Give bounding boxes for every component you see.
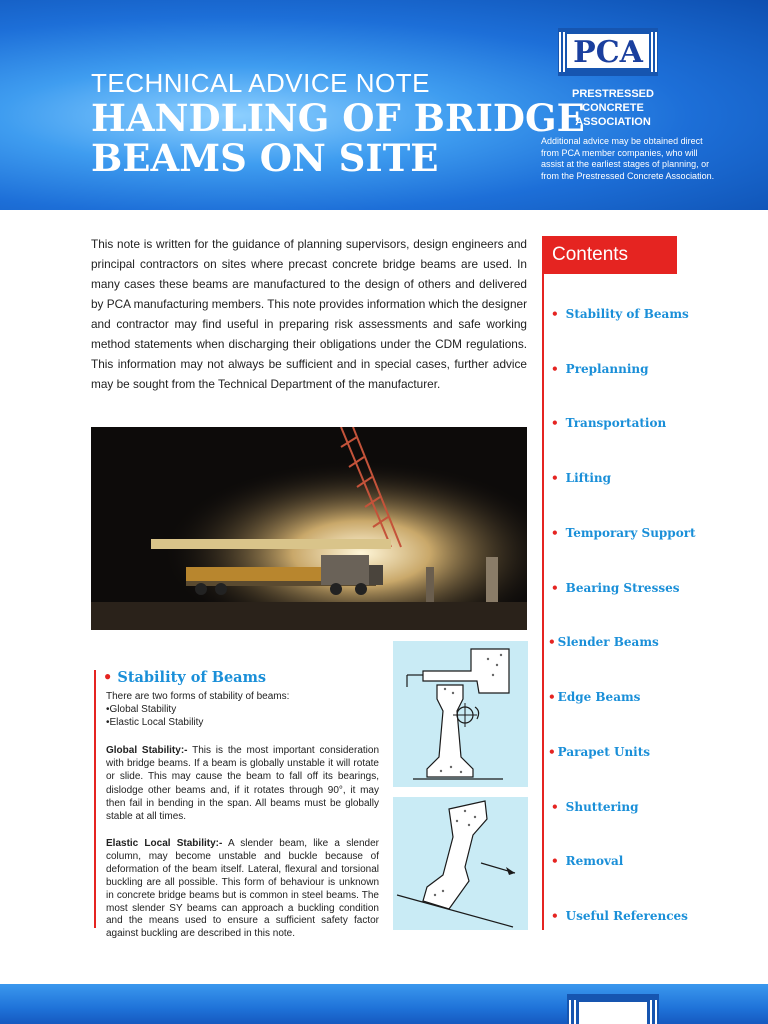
elastic-stability-text: A slender beam, like a slender column, may become unstable and buckle because of deformation of the beam itself. Lateral, flexural and torsional buckling are all possible. This form of behaviour is unknown in concrete bridge beams but is common in steel beams. The most slender SY beams can approach a buckling condition and the means used to ensure a sufficient safety factor against buckling are described in this note. bbox=[106, 838, 379, 940]
bullet: • bbox=[551, 854, 559, 868]
toc-item-label: Useful References bbox=[565, 909, 688, 923]
toc-item-stability-of-beams[interactable] bbox=[551, 307, 689, 321]
intro-paragraph: This note is written for the guidance of planning supervisors, design engineers and principal contractors on sites where precast concrete bridge beams are used. In many cases these beams are manufactured to the design of others and delivered by PCA manufacturing members. This note provides information which the designer and contractor may find useful in preparing risk assessments and safe working method statements when discharging their obligations under the CDM regulations. This information may not always be sufficient and in special cases, further advice may be sought from the Technical Department of the manufacturer. bbox=[91, 237, 527, 391]
elastic-stability-paragraph bbox=[106, 838, 379, 941]
toc-item-lifting[interactable] bbox=[551, 471, 611, 485]
page-title bbox=[91, 98, 585, 178]
global-stability-label: Global Stability:- bbox=[106, 745, 188, 756]
global-stability-text: This is the most important consideration with bridge beams. If a beam is globally unstable it will rotate or slide. This may cause the beam to fall off its bearings, dislodge other beams and, if it rotates through 90°, it may then fail in bending in the span. All beams must be globally stable at all times. bbox=[106, 745, 379, 823]
toc-item-preplanning[interactable] bbox=[551, 362, 649, 376]
bullet: • bbox=[551, 471, 559, 485]
bullet: • bbox=[551, 307, 559, 321]
title-line-1: HANDLING OF BRIDGE bbox=[91, 96, 585, 140]
bridge-beam-night-photo bbox=[91, 427, 527, 630]
toc-item-label: Lifting bbox=[565, 471, 612, 485]
header-banner bbox=[0, 0, 768, 210]
toc-item-removal[interactable] bbox=[551, 854, 623, 868]
toc-item-useful-references[interactable] bbox=[551, 909, 688, 923]
elastic-stability-label: Elastic Local Stability:- bbox=[106, 838, 223, 849]
toc-item-edge-beams[interactable] bbox=[548, 690, 640, 704]
toc-item-temporary-support[interactable] bbox=[551, 526, 696, 540]
document-kicker: TECHNICAL ADVICE NOTE bbox=[91, 68, 430, 98]
beam-elastic-buckling-diagram bbox=[393, 797, 528, 930]
toc-item-label: Temporary Support bbox=[565, 526, 696, 540]
toc-item-label: Edge Beams bbox=[557, 690, 641, 704]
toc-item-bearing-stresses[interactable] bbox=[551, 581, 679, 595]
pca-logo bbox=[558, 28, 658, 76]
footer-logo-bars bbox=[567, 994, 659, 1024]
bullet: • bbox=[551, 416, 559, 430]
association-line: PRESTRESSED bbox=[572, 88, 654, 100]
toc-item-slender-beams[interactable] bbox=[548, 635, 659, 649]
toc-item-parapet-units[interactable] bbox=[548, 745, 650, 759]
toc-item-label: Stability of Beams bbox=[565, 307, 689, 321]
global-stability-paragraph bbox=[106, 744, 379, 823]
section-heading-label: Stability of Beams bbox=[117, 669, 267, 686]
association-line: ASSOCIATION bbox=[575, 116, 651, 128]
toc-item-label: Preplanning bbox=[565, 362, 649, 376]
bullet: • bbox=[551, 581, 559, 595]
contents-title: Contents bbox=[542, 236, 677, 274]
toc-item-shuttering[interactable] bbox=[551, 800, 639, 814]
contents-rule bbox=[542, 274, 544, 930]
section-rule bbox=[94, 670, 96, 928]
title-line-2: BEAMS ON SITE bbox=[91, 136, 439, 180]
stability-forms bbox=[106, 690, 379, 730]
beam-global-stability-diagram bbox=[393, 641, 528, 787]
toc-item-label: Transportation bbox=[565, 416, 667, 430]
association-line: CONCRETE bbox=[582, 102, 644, 114]
toc-item-label: Slender Beams bbox=[557, 635, 659, 649]
bullet: • bbox=[551, 800, 559, 814]
section-heading bbox=[103, 669, 266, 686]
bullet: • bbox=[548, 745, 556, 759]
toc-item-label: Bearing Stresses bbox=[565, 581, 680, 595]
toc-item-label: Shuttering bbox=[565, 800, 639, 814]
stability-form-item: •Global Stability bbox=[106, 704, 177, 716]
toc-item-label: Removal bbox=[565, 854, 624, 868]
toc-item-label: Parapet Units bbox=[557, 745, 651, 759]
logo-text: PCA bbox=[573, 35, 643, 70]
stability-form-item: •Elastic Local Stability bbox=[106, 717, 204, 729]
bullet: • bbox=[551, 526, 559, 540]
association-name bbox=[548, 87, 678, 129]
stability-intro: There are two forms of stability of beams: bbox=[106, 691, 290, 702]
bullet: • bbox=[551, 909, 559, 923]
bullet: • bbox=[548, 635, 556, 649]
advice-note: Additional advice may be obtained direct from PCA member companies, who will assist at the earliest stages of planning, or from the Prestressed Concrete Association. bbox=[541, 136, 715, 181]
bullet: • bbox=[548, 690, 556, 704]
toc-item-transportation[interactable] bbox=[551, 416, 666, 430]
bullet: • bbox=[103, 669, 113, 686]
bullet: • bbox=[551, 362, 559, 376]
